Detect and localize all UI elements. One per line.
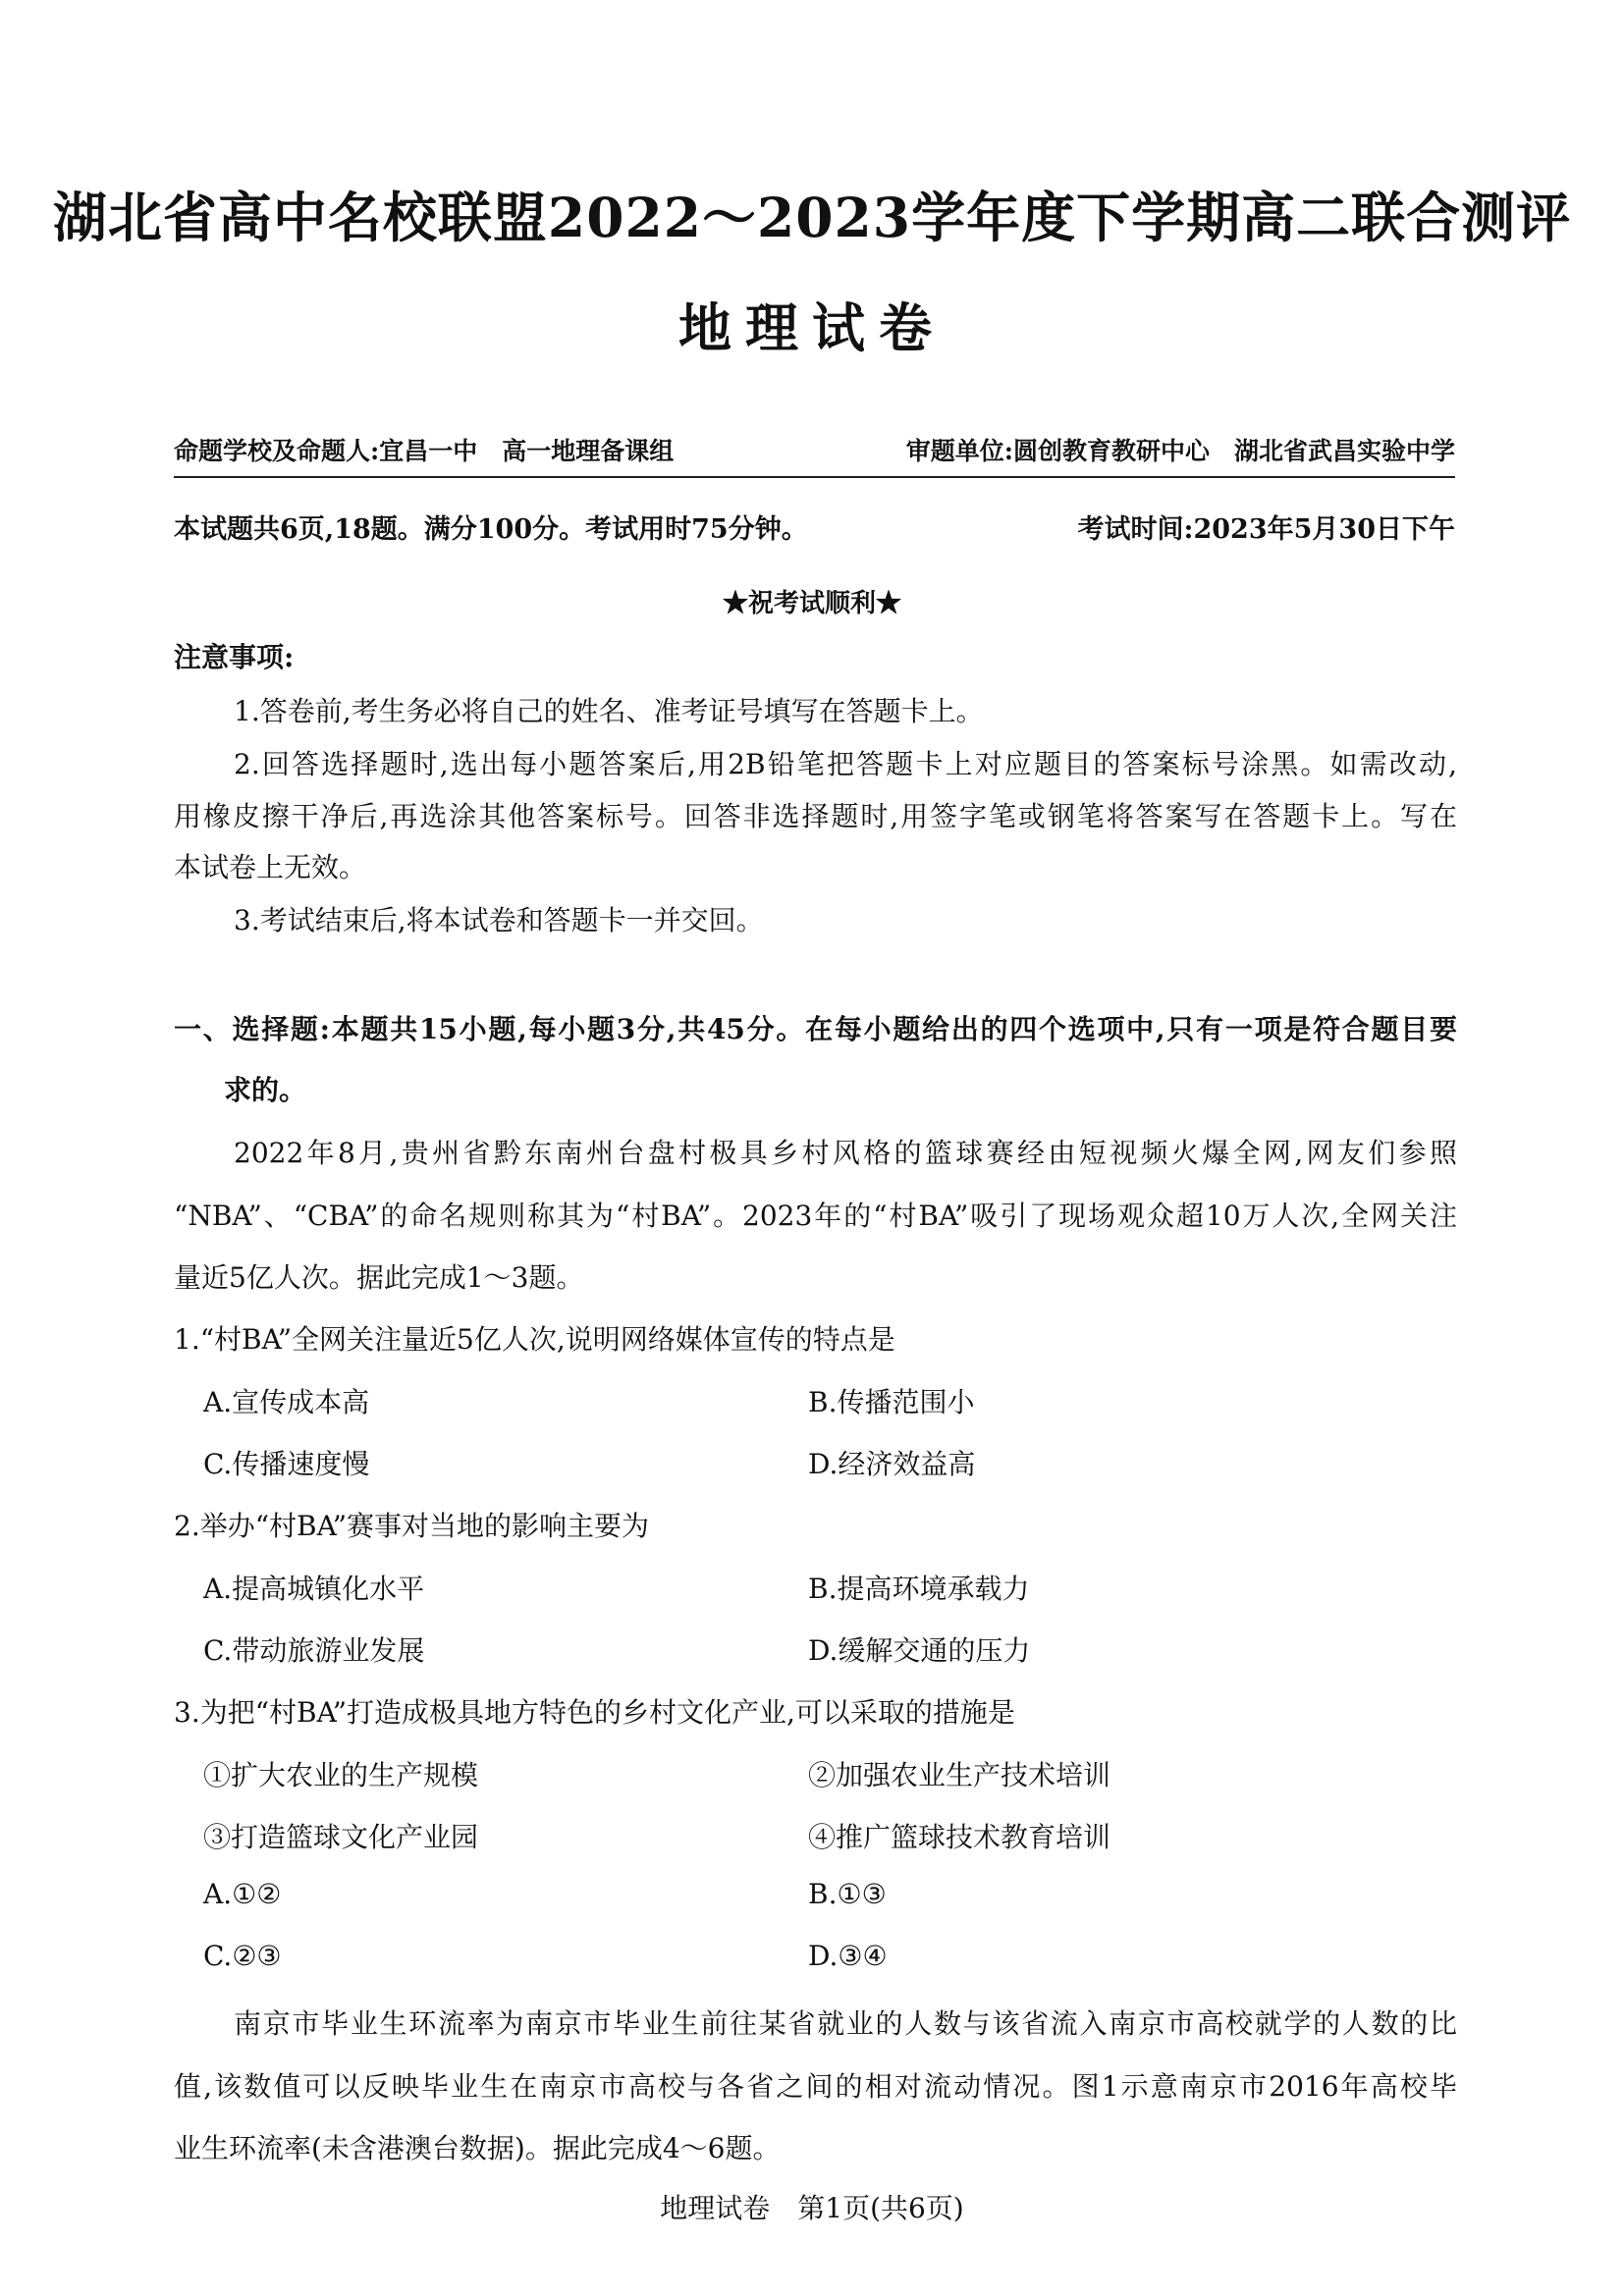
question-1-option-c: C.传播速度慢 [203, 1448, 370, 1480]
setter-info: 命题学校及命题人:宜昌一中 高一地理备课组 [174, 437, 675, 465]
question-3-statement-2: ②加强农业生产技术培训 [808, 1759, 1111, 1791]
question-3-statement-4: ④推广篮球技术教育培训 [808, 1821, 1111, 1853]
passage-1-line-2: “NBA”、“CBA”的命名规则称其为“村BA”。2023年的“村BA”吸引了现场观众超10万人次,全网关注 [174, 1200, 1457, 1232]
passage-1-line-1: 2022年8月,贵州省黔东南州台盘村极具乡村风格的篮球赛经由短视频火爆全网,网友们参照 [234, 1137, 1457, 1169]
question-2-option-a: A.提高城镇化水平 [203, 1573, 425, 1605]
notice-item-3: 3.考试结束后,将本试卷和答题卡一并交回。 [234, 904, 764, 936]
notice-item-2-line-3: 本试卷上无效。 [174, 851, 367, 883]
section-1-heading-line-2: 求的。 [224, 1074, 307, 1106]
exam-time: 考试时间:2023年5月30日下午 [1077, 514, 1455, 545]
question-3-option-a: A.①② [203, 1878, 282, 1910]
question-3-option-c: C.②③ [203, 1940, 282, 1972]
good-luck-banner: ★祝考试顺利★ [722, 589, 901, 618]
question-3-stem: 3.为把“村BA”打造成极具地方特色的乡村文化产业,可以采取的措施是 [174, 1696, 1015, 1729]
notice-item-1: 1.答卷前,考生务必将自己的姓名、准考证号填写在答题卡上。 [234, 695, 984, 727]
page-footer: 地理试卷 第1页(共6页) [660, 2192, 964, 2224]
passage-1-line-3: 量近5亿人次。据此完成1～3题。 [174, 1261, 584, 1294]
question-2-option-c: C.带动旅游业发展 [203, 1634, 425, 1667]
question-1-stem: 1.“村BA”全网关注量近5亿人次,说明网络媒体宣传的特点是 [174, 1323, 895, 1356]
question-3-statement-3: ③打造篮球文化产业园 [203, 1821, 479, 1853]
passage-2-line-3: 业生环流率(未含港澳台数据)。据此完成4～6题。 [174, 2132, 781, 2164]
exam-summary: 本试题共6页,18题。满分100分。考试用时75分钟。 [174, 514, 808, 545]
question-3-option-b: B.①③ [808, 1878, 887, 1910]
passage-2-line-1: 南京市毕业生环流率为南京市毕业生前往某省就业的人数与该省流入南京市高校就学的人数的比 [234, 2007, 1457, 2040]
exam-subtitle: 地理试卷 [678, 296, 946, 359]
question-3-option-d: D.③④ [808, 1940, 888, 1972]
exam-title: 湖北省高中名校联盟2022～2023学年度下学期高二联合测评 [52, 186, 1572, 249]
question-1-option-d: D.经济效益高 [808, 1448, 976, 1480]
question-2-option-d: D.缓解交通的压力 [808, 1634, 1031, 1667]
passage-2-line-2: 值,该数值可以反映毕业生在南京市高校与各省之间的相对流动情况。图1示意南京市2016年高校毕 [174, 2070, 1457, 2103]
question-1-option-b: B.传播范围小 [808, 1386, 975, 1418]
question-3-statement-1: ①扩大农业的生产规模 [203, 1759, 479, 1791]
header-divider [174, 476, 1455, 478]
section-1-heading-line-1: 一、选择题:本题共15小题,每小题3分,共45分。在每小题给出的四个选项中,只有一项是符合题目要 [174, 1013, 1457, 1045]
notice-item-2-line-1: 2.回答选择题时,选出每小题答案后,用2B铅笔把答题卡上对应题目的答案标号涂黑。如需改动, [234, 748, 1457, 780]
question-1-option-a: A.宣传成本高 [203, 1386, 370, 1418]
notice-heading: 注意事项: [174, 641, 295, 673]
question-2-stem: 2.举办“村BA”赛事对当地的影响主要为 [174, 1510, 650, 1542]
notice-item-2-line-2: 用橡皮擦干净后,再选涂其他答案标号。回答非选择题时,用签字笔或钢笔将答案写在答题卡上。写在 [174, 800, 1457, 832]
question-2-option-b: B.提高环境承载力 [808, 1573, 1030, 1605]
reviewer-info: 审题单位:圆创教育教研中心 湖北省武昌实验中学 [905, 437, 1455, 465]
